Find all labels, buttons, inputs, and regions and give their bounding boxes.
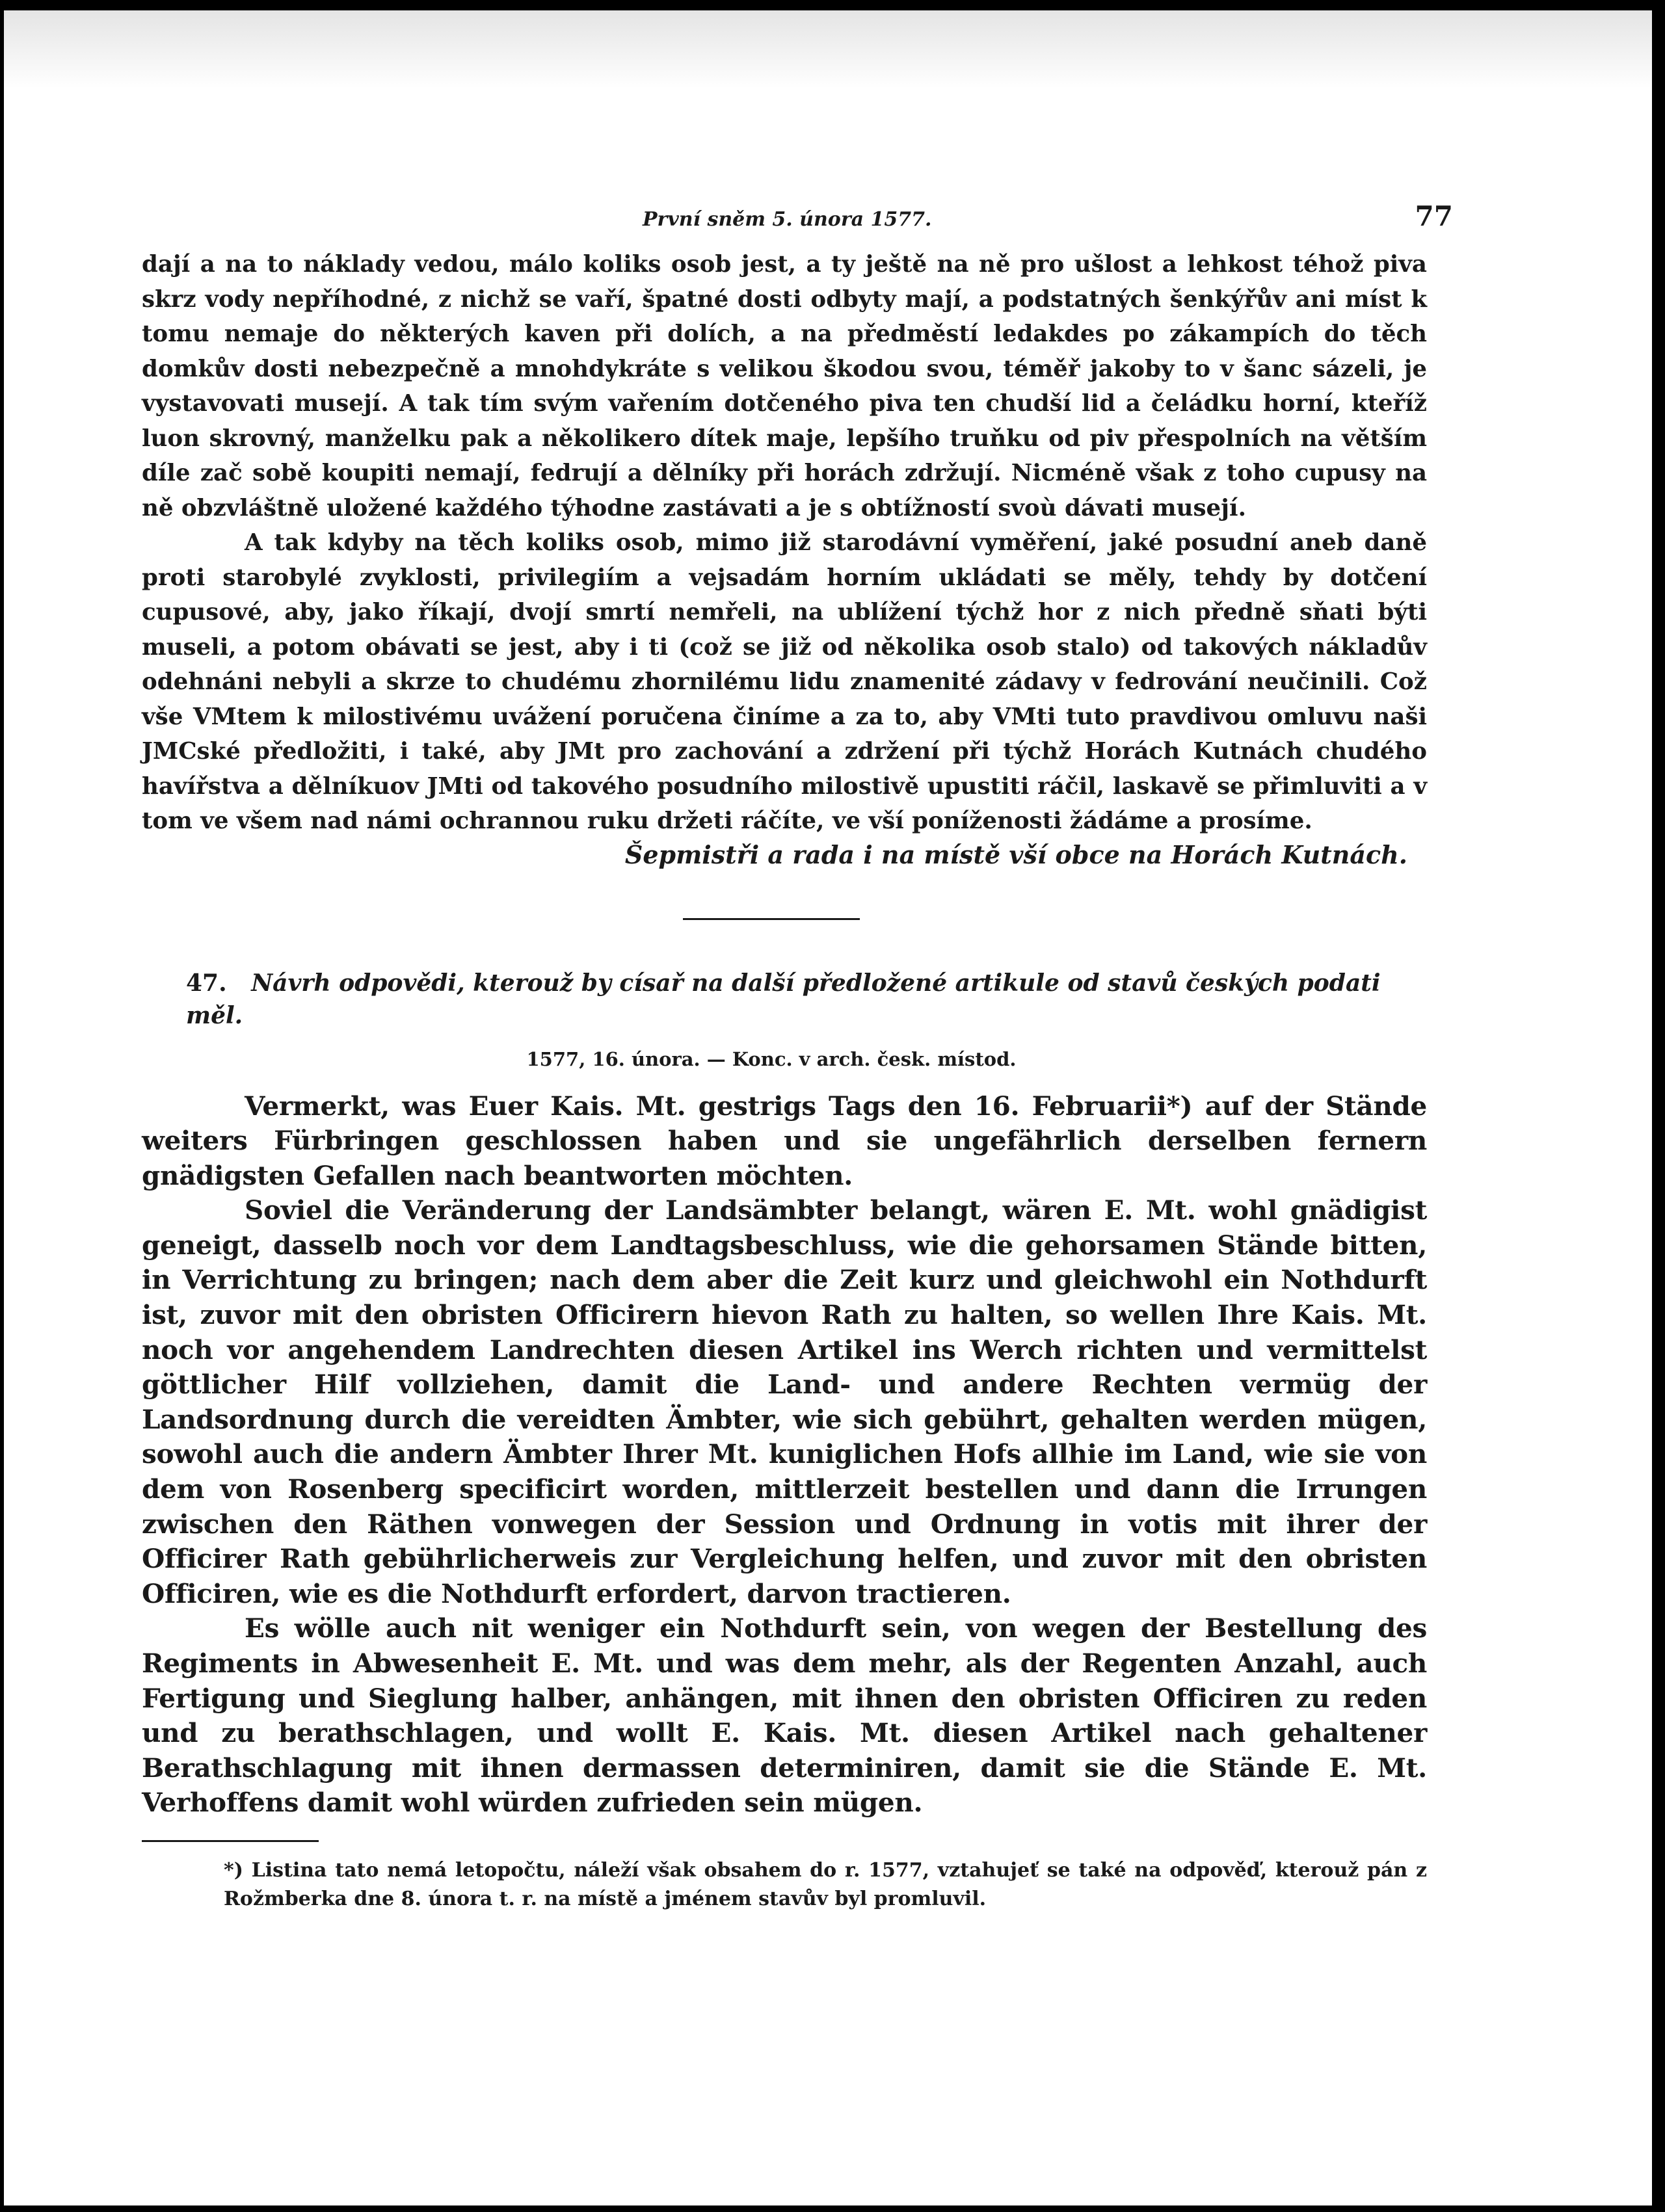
- czech-paragraph-1: dají a na to náklady vedou, málo koliks osob jest, a ty ještě na ně pro ušlost a lehkost téhož piva skrz vody nepříhodné, z nichž se vaří, špatné dosti odbyty mají, a podstatných šenkýřův ani míst k tomu nemaje do některých kaven při dolích, a na předměstí ledakdes po zákampích do těch domkův dosti nebezpečně a mnohdykráte s velikou škodou svou, téměř jakoby to v šanc sázeli, je vystavovati musejí. A tak tím svým vařením dotčeného piva ten chudší lid a čeládku horní, kteříž luon skrovný, manželku pak a několikero dítek maje, lepšího truňku od piv přespolních na větším díle zač sobě koupiti nemají, fedrují a dělníky při horách zdržují. Nicméně však z toho cupusy na ně obzvláštně uložené každého týhodne zastávati a je s obtížností svoù dávati musejí.: [142, 251, 1427, 521]
- german-paragraph-3: Es wölle auch nit weniger ein Nothdurft sein, von wegen der Bestellung des Regiments in Abwesenheit E. Mt. und was dem mehr, als der Regenten Anzahl, auch Fertigung und Sieglung halber, anhängen, mit ihnen den obristen Officiren zu reden und zu berathschlagen, und wollt E. Kais. Mt. diesen Artikel nach gehaltener Berathschlagung mit ihnen dermassen determiniren, damit sie die Stände E. Mt. Verhoffens damit wohl würden zufrieden sein mügen.: [142, 1613, 1427, 1819]
- german-text: [142, 1089, 1427, 1821]
- scan-frame-left: [0, 0, 4, 2212]
- document-number: 47.: [186, 969, 227, 997]
- running-title: První sněm 5. února 1577.: [643, 208, 932, 231]
- czech-paragraph-2: A tak kdyby na těch koliks osob, mimo již starodávní vyměření, jaké posudní aneb daně proti starobylé zvyklosti, privilegiím a vejsadám horním ukládati se měly, tehdy by dotčení cupusové, aby, jako říkají, dvojí smrtí nemřeli, na ublížení týchž hor z nich předně sňati býti museli, a potom obávati se jest, aby i ti (což se již od několika osob stalo) od takových nákladův odehnáni nebyli a skrze to chudému zhornilému lidu znamenité zádavy v fedrování neučinili. Což vše VMtem k milostivému uvážení poručena činíme a za to, aby VMti tuto pravdivou omluvu naši JMCské předložiti, i také, aby JMt pro zachování a zdržení při týchž Horách Kutnách chudého havířstva a dělníkuov JMti od takového posudního milostivě upustiti ráčil, laskavě se přimluviti a v tom ve všem nad námi ochrannou ruku držeti ráčíte, ve vší poníženosti žádáme a prosíme.: [142, 529, 1427, 834]
- document-heading: [142, 967, 1427, 1032]
- czech-letter-text: [142, 247, 1427, 839]
- german-paragraph-1: Vermerkt, was Euer Kais. Mt. gestrigs Tags den 16. Februarii*) auf der Stände weiters Fürbringen geschlossen haben und sie ungefährlich derselben fernern gnädigsten Gefallen nach beantworten möchten.: [142, 1090, 1427, 1191]
- scan-frame-right: [1652, 0, 1665, 2212]
- scan-frame-bottom: [0, 2205, 1665, 2212]
- german-paragraph-2: Soviel die Veränderung der Landsämbter belangt, wären E. Mt. wohl gnädigist geneigt, dasselb noch vor dem Landtagsbeschluss, wie die gehorsamen Stände bitten, in Verrichtung zu bringen; nach dem aber die Zeit kurz und gleichwohl ein Nothdurft ist, zuvor mit den obristen Officirern hievon Rath zu halten, so wellen Ihre Kais. Mt. noch vor angehendem Landrechten diesen Artikel ins Werch richten und vermittelst göttlicher Hilf vollziehen, damit die Land- und andere Rechten vermüg der Landsordnung durch die vereidten Ämbter, wie sich gebührt, gehalten werden mügen, sowohl auch die andern Ämbter Ihrer Mt. kuniglichen Hofs allhie im Land, wie sie von dem von Rosenberg specificirt worden, mittlerzeit bestellen und dann die Irrungen zwischen den Räthen vonwegen der Session und Ordnung in votis mit ihrer der Officirer Rath gebührlicherweis zur Vergleichung helfen, und zuvor mit den obristen Officiren, wie es die Nothdurft erfordert, darvon tractieren.: [142, 1194, 1427, 1609]
- footnote: *) Listina tato nemá letopočtu, náleží však obsahem do r. 1577, vztahujeť se také na odpověď, kterouž pán z Rožmberka dne 8. února t. r. na místě a jménem stavův byl promluvil.: [224, 1858, 1427, 1910]
- scan-frame-top: [0, 0, 1665, 10]
- document-meta: 1577, 16. února. — Konc. v arch. česk. místod.: [526, 1047, 1017, 1070]
- section-divider: [683, 918, 860, 920]
- scan-shading: [4, 10, 1652, 88]
- footnote-divider: [142, 1840, 319, 1842]
- page-number: 77: [1415, 200, 1453, 232]
- signature: Šepmistři a rada i na místě vší obce na Horách Kutnách.: [624, 839, 1407, 869]
- book-page: [142, 195, 1453, 1914]
- running-head: [142, 195, 1453, 247]
- document-title: Návrh odpovědi, kterouž by císař na další předložené artikule od stavů českých podati měl.: [186, 969, 1381, 1029]
